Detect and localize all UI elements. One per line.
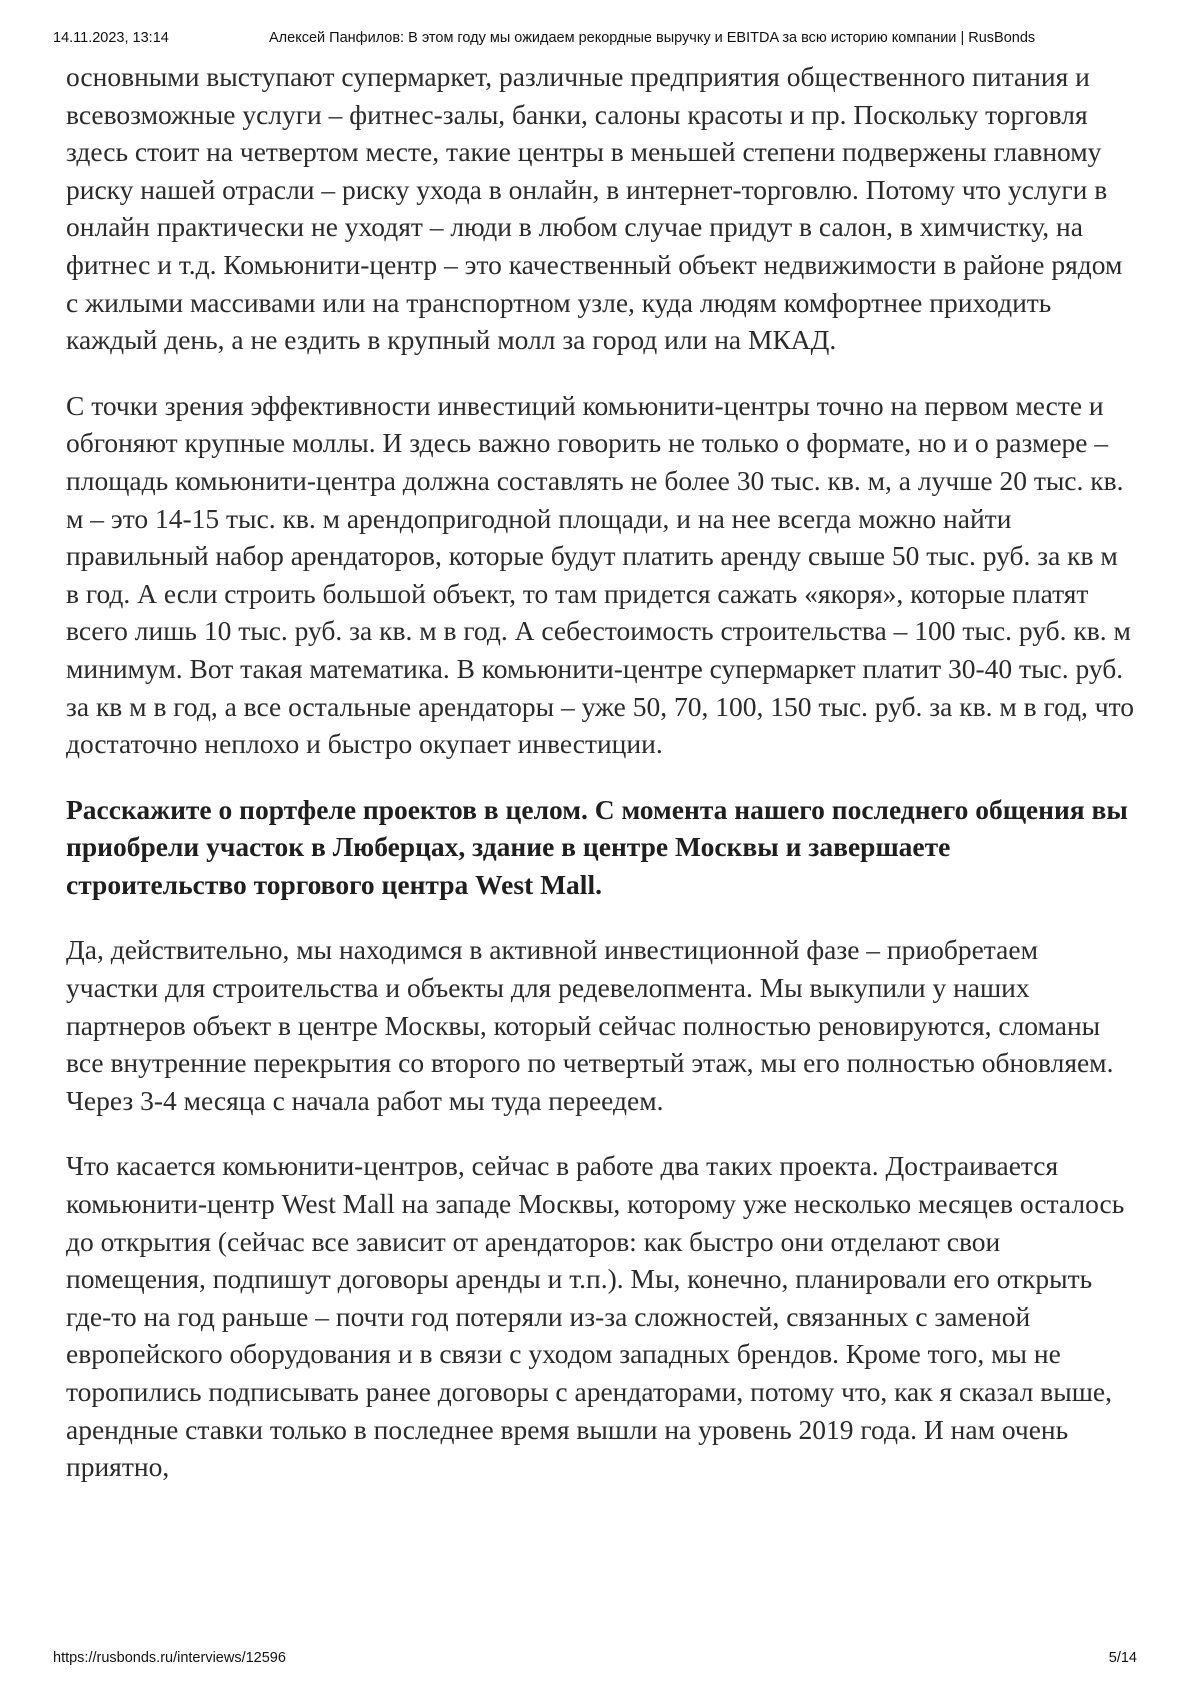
article-paragraph: С точки зрения эффективности инвестиций комьюнити-центры точно на первом месте и обгоняют крупные моллы. И здесь важно говорить не только о формате, но и о размере – площадь комьюнити-центра должна составлять не более 30 тыс. кв. м, а лучше 20 тыс. кв. м – это 14-15 тыс. кв. м арендопригодной площади, и на нее всегда можно найти правильный набор арендаторов, которые будут платить аренду свыше 50 тыс. руб. за кв м в год. А если строить большой объект, то там придется сажать «якоря», которые платят всего лишь 10 тыс. руб. за кв. м в год. А себестоимость строительства – 100 тыс. руб. кв. м минимум. Вот такая математика. В комьюнити-центре супермаркет платит 30-40 тыс. руб. за кв м в год, а все остальные арендаторы – уже 50, 70, 100, 150 тыс. руб. за кв. м в год, что достаточно неплохо и быстро окупает инвестиции.	[66, 389, 1135, 760]
article-paragraph: Что касается комьюнити-центров, сейчас в работе два таких проекта. Достраивается комьюнити-центр West Mall на западе Москвы, которому уже несколько месяцев осталось до открытия (сейчас все зависит от арендаторов: как быстро они отделают свои помещения, подпишут договоры аренды и т.п.). Мы, конечно, планировали его открыть где-то на год раньше – почти год потеряли из-за сложностей, связанных с заменой европейского оборудования и в связи с уходом западных брендов. Кроме того, мы не торопились подписывать ранее договоры с арендаторами, потому что, как я сказал выше, арендные ставки только в последнее время вышли на уровень 2019 года. И нам очень приятно,	[66, 1150, 1125, 1483]
print-datetime: 14.11.2023, 13:14	[53, 30, 169, 46]
article-body	[66, 58, 1134, 1514]
print-url: https://rusbonds.ru/interviews/12596	[53, 1650, 286, 1666]
print-header	[53, 30, 1137, 50]
page-number: 5/14	[1108, 1650, 1137, 1666]
interview-question: Расскажите о портфеле проектов в целом. С момента нашего последнего общения вы приобрели участок в Люберцах, здание в центре Москвы и завершаете строительство торгового центра West Mall.	[66, 793, 1128, 900]
print-footer	[53, 1650, 1137, 1670]
article-paragraph: Да, действительно, мы находимся в активной инвестиционной фазе – приобретаем участки для строительства и объекты для редевелопмента. Мы выкупили у наших партнеров объект в центре Москвы, который сейчас полностью реновируются, сломаны все внутренние перекрытия со второго по четвертый этаж, мы его полностью обновляем. Через 3-4 месяца с начала работ мы туда переедем.	[66, 934, 1114, 1116]
print-page-title: Алексей Панфилов: В этом году мы ожидаем рекордные выручку и EBITDA за всю историю компании | RusBonds	[269, 30, 1036, 46]
article-paragraph: основными выступают супермаркет, различные предприятия общественного питания и всевозможные услуги – фитнес-залы, банки, салоны красоты и пр. Поскольку торговля здесь стоит на четвертом месте, такие центры в меньшей степени подвержены главному риску нашей отрасли – риску ухода в онлайн, в интернет-торговлю. Потому что услуги в онлайн практически не уходят – люди в любом случае придут в салон, в химчистку, на фитнес и т.д. Комьюнити-центр – это качественный объект недвижимости в районе рядом с жилыми массивами или на транспортном узле, куда людям комфортнее приходить каждый день, а не ездить в крупный молл за город или на МКАД.	[66, 61, 1123, 356]
